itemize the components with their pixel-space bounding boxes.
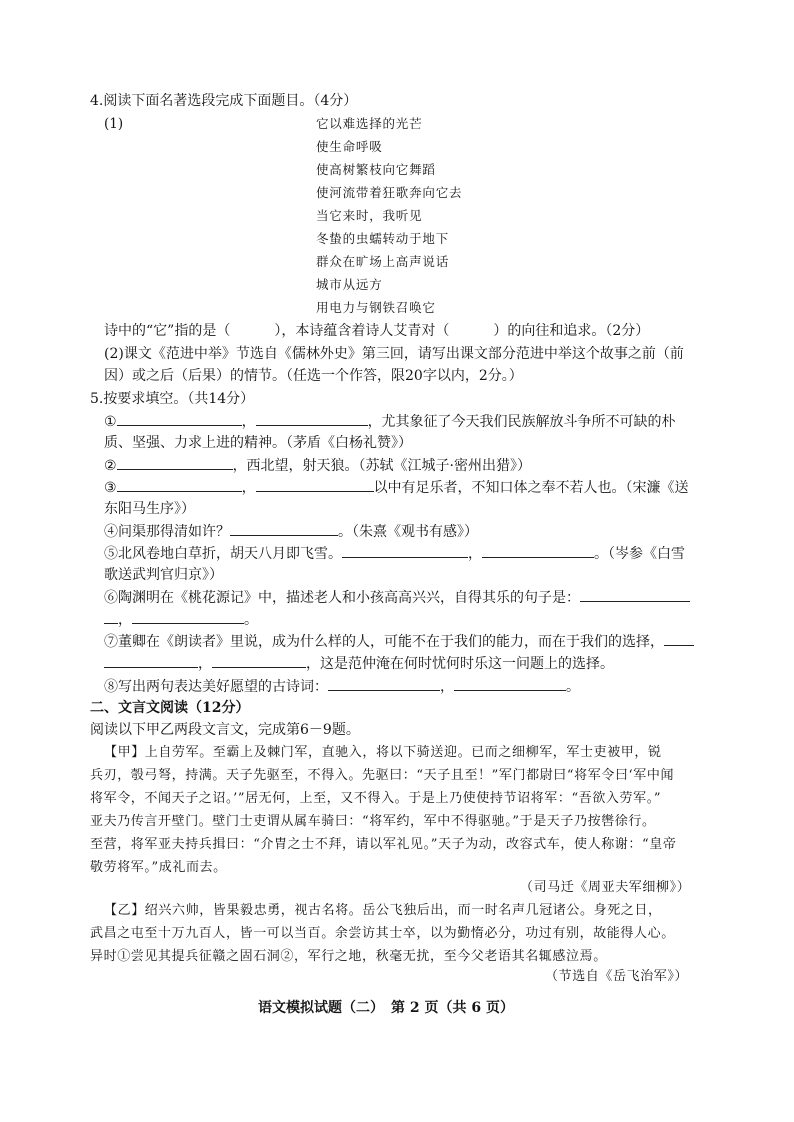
jia-line: 将军令，不闻天子之诏。’”居无何，上至，又不得入。于是上乃使使持节诏将军：“吾欲入劳军。”	[90, 791, 662, 806]
q5-item-5	[104, 543, 685, 564]
answer-blank[interactable]	[482, 543, 594, 558]
poem-line: 城市从远方	[316, 277, 383, 292]
q5-item-1	[104, 411, 676, 432]
answer-blank[interactable]	[580, 587, 690, 602]
q5-item-7	[104, 631, 694, 652]
poem-line: 群众在旷场上高声说话	[316, 254, 450, 269]
item-text: ⑥陶渊明在《桃花源记》中，描述老人和小孩高高兴兴，自得其乐的句子是：	[104, 590, 580, 606]
q5-item-3	[104, 477, 689, 498]
q4-title: 4.阅读下面名著选段完成下面题目。（4分）	[90, 93, 358, 109]
item-text: ⑧写出两句表达美好愿望的古诗词：	[104, 679, 328, 695]
item-text: 。（朱熹《观书有感》）	[338, 524, 478, 540]
answer-blank[interactable]	[132, 609, 244, 624]
section2-intro: 阅读以下甲乙两段文言文，完成第6－9题。	[90, 722, 360, 738]
jia-source: （司马迁《周亚夫军细柳》）	[520, 880, 691, 895]
q5-item-8	[104, 676, 580, 697]
answer-blank[interactable]	[256, 411, 368, 426]
answer-blank[interactable]	[117, 455, 233, 470]
page-footer: 语文模拟试题（二） 第 2 页（共 6 页）	[258, 1000, 514, 1016]
section2-title: 二、文言文阅读（12分）	[90, 700, 250, 716]
poem-line: 使河流带着狂歌奔向它去	[316, 185, 463, 200]
jia-line: 【甲】上自劳军。至霸上及棘门军，直驰入，将以下骑送迎。已而之细柳军，军士吏被甲，锐	[104, 745, 662, 760]
q4-q1-text-a: 诗中的“它”指的是（	[104, 323, 231, 339]
separator: ，	[198, 656, 212, 672]
item-number: ③	[104, 480, 117, 496]
poem-line: 使生命呼吸	[316, 139, 383, 154]
item-number: ①	[104, 414, 117, 430]
yi-source: （节选自《岳飞治军》）	[545, 969, 689, 984]
separator: ，	[241, 414, 256, 430]
answer-blank[interactable]	[104, 653, 198, 668]
answer-blank[interactable]	[230, 521, 338, 536]
q4-q1-text-c: ）的向往和追求。（2分）	[493, 323, 650, 339]
q5-item-5-line2: 歌送武判官归京》）	[104, 567, 223, 583]
separator: ，	[241, 480, 256, 496]
answer-blank[interactable]	[454, 676, 566, 691]
answer-blank[interactable]	[117, 477, 242, 492]
jia-line: 至营，将军亚夫持兵揖曰：“介胄之士不拜，请以军礼见。”天子为动，改容式车，使人称谢：“皇帝	[90, 837, 677, 852]
q5-item-2	[104, 455, 531, 476]
answer-blank[interactable]	[342, 543, 468, 558]
yi-line: 武昌之屯至十万九百人，皆一可以当百。余尝访其士卒，以为勤惰必分，功过有别，故能得人心。	[90, 926, 675, 941]
item-text: 。	[244, 612, 258, 628]
q5-item-1-line2: 质、坚强、力求上进的精神。（茅盾《白杨礼赞》）	[104, 435, 412, 451]
answer-blank[interactable]	[117, 411, 242, 426]
item-text: ，尤其象征了今天我们民族解放斗争所不可缺的朴	[367, 414, 676, 430]
item-text: ⑤北风卷地白草折，胡天八月即飞雪。	[104, 546, 342, 562]
poem-line: 用电力与钢铁召唤它	[316, 300, 436, 315]
q5-item-3-line2: 东阳马生序》）	[104, 501, 195, 517]
q5-item-6-line2	[104, 609, 258, 630]
q5-item-6	[104, 587, 690, 608]
q5-title: 5.按要求填空。（共14分）	[90, 391, 255, 407]
answer-blank[interactable]	[212, 653, 306, 668]
q4-question-2-line2: 因）或之后（后果）的情节。（任选一个作答，限20字以内，2分。）	[104, 368, 523, 384]
item-text: 。（岑参《白雪	[594, 546, 685, 562]
jia-line: 敬劳将军。”成礼而去。	[90, 860, 227, 875]
q4-question-1	[104, 321, 649, 341]
poem-line: 当它来时，我听见	[316, 208, 423, 223]
q4-q1-text-b: ），本诗蕴含着诗人艾青对（	[274, 323, 450, 339]
answer-blank[interactable]	[664, 631, 694, 646]
answer-blank[interactable]	[104, 609, 118, 624]
item-text: 以中有足乐者，不知口体之奉不若人也。（宋濂《送	[373, 480, 689, 496]
q5-item-4	[104, 521, 478, 542]
separator: ，	[468, 546, 482, 562]
q5-item-7-line2	[104, 653, 614, 674]
item-text: ⑦董卿在《朗读者》里说，成为什么样的人，可能不在于我们的能力，而在于我们的选择，	[104, 634, 664, 650]
item-text: ，西北望，射天狼。（苏轼《江城子·密州出猎》）	[232, 458, 532, 474]
poem-line: 冬蛰的虫蠕转动于地下	[316, 231, 450, 246]
q4-question-2-line1: (2)课文《范进中举》节选自《儒林外史》第三回，请写出课文部分范进中举这个故事之前（前	[104, 346, 684, 362]
answer-blank[interactable]	[328, 676, 440, 691]
jia-line: 兵刃，彀弓弩，持满。天子先驱至，不得入。先驱曰：“天子且至！”军门都尉曰“将军令曰‘军中闻	[90, 768, 675, 783]
yi-line: 异时①尝见其提兵征赣之固石洞②，军行之地，秋毫无扰，至今父老语其名辄感泣焉。	[90, 949, 607, 964]
q4-part1-label: (1)	[104, 116, 124, 132]
poem-line: 使高树繁枝向它舞蹈	[316, 162, 436, 177]
item-text: ，这是范仲淹在何时忧何时乐这一问题上的选择。	[306, 656, 614, 672]
separator: ，	[118, 612, 132, 628]
yi-line: 【乙】绍兴六帅，皆果毅忠勇，视古名将。岳公飞独后出，而一时名声几冠诸公。身死之日，	[104, 903, 662, 918]
jia-line: 亚夫乃传言开壁门。壁门士吏谓从属车骑曰：“将军约，军中不得驱驰。”于是天子乃按辔徐行。	[90, 814, 656, 829]
item-number: ②	[104, 458, 117, 474]
poem-line: 它以难选择的光芒	[316, 116, 423, 131]
item-text: 。	[566, 679, 580, 695]
separator: ，	[440, 679, 454, 695]
answer-blank[interactable]	[256, 477, 374, 492]
item-text: ④问渠那得清如许？	[104, 524, 230, 540]
